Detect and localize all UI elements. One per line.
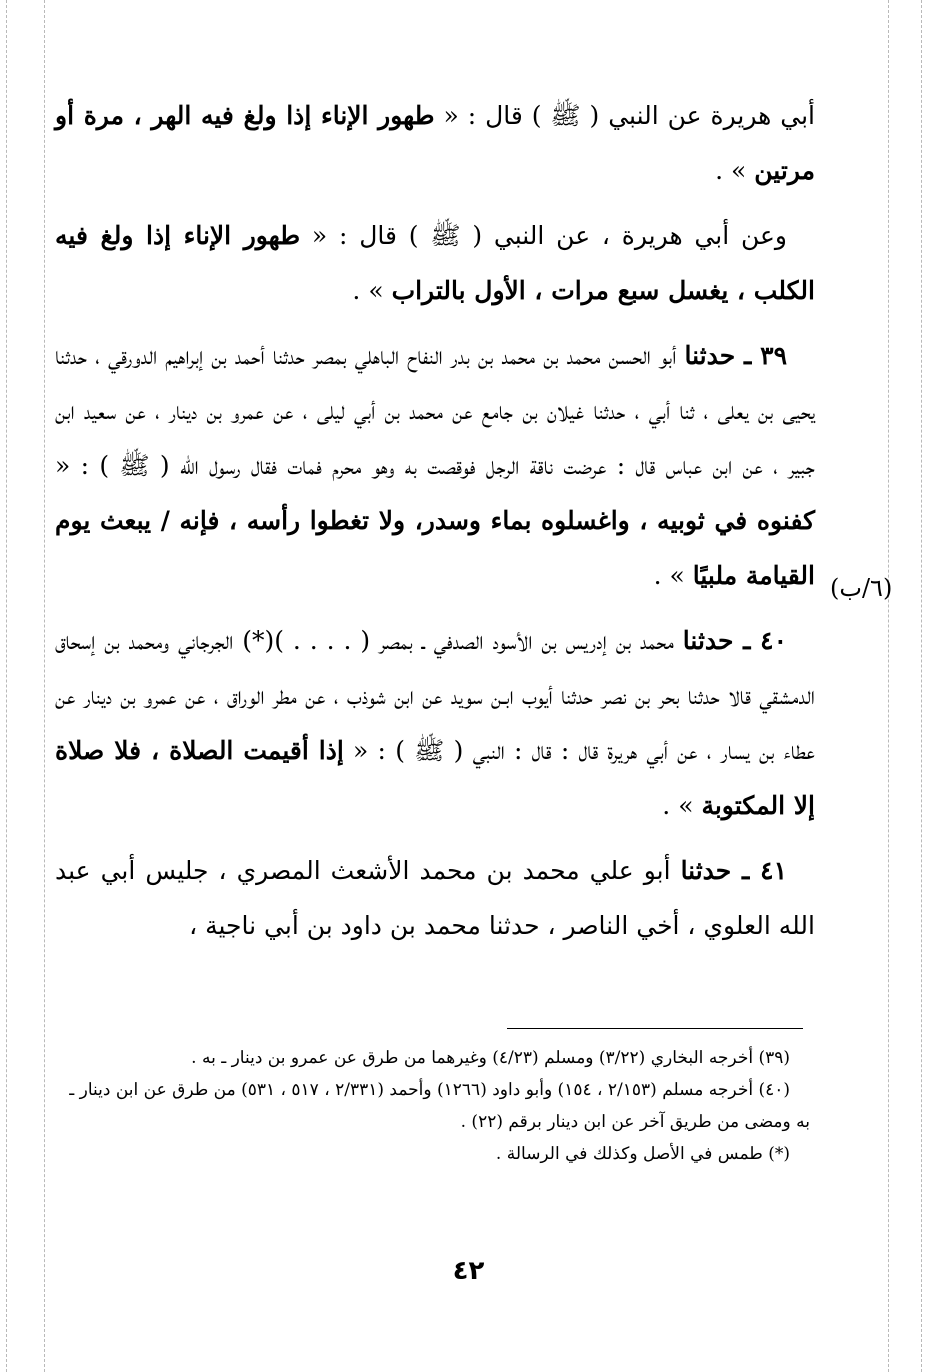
footnote-star: (*) طمس في الأصل وكذلك في الرسالة . — [495, 1144, 790, 1164]
text: وعن أبي هريرة ، عن النبي ( ﷺ ) قال : « — [300, 221, 787, 250]
hadith-text: كفنوه في ثوبيه ، واغسلوه بماء وسدر، ولا تغطوا رأسه ، فإنه / يبعث يوم القيامة ملبيًا — [55, 506, 815, 590]
text: » . — [715, 156, 755, 185]
footnote-divider — [507, 1028, 803, 1029]
hadith-40 — [55, 613, 815, 833]
keyword: حدثنا — [684, 341, 736, 370]
manuscript-folio-marker: (٦/ب) — [830, 574, 893, 602]
hadith-text: طهور الإناء إذا ولغ فيه الهر ، مرة أو مرتين — [55, 101, 815, 185]
paragraph-hadith-dog — [55, 208, 815, 318]
margin-guide-right-inner — [888, 0, 889, 1372]
margin-guide-left-inner — [44, 0, 45, 1372]
chain-text: محمد بن إدريس بن الأسود الصدفي ـ بمصر ( . . . . )(*) الجرجاني ومحمد بن إسحاق الدمشقي قالا حدثنا بحر بن نصر حدثنا أيوب ابـن سويد عن ابن شوذب ، عن مطر الوراق ، عن عمرو بن دينار عن عطاء بن يسار ، عن أبي هريرة قال : قال : النبي ( ﷺ ) : « — [55, 626, 815, 765]
text: » . — [653, 561, 693, 590]
footnote-39: (٣٩) أخرجه البخاري (٣/٢٢) ومسلم (٤/٢٣) وغيرهما من طرق عن عمرو بن دينار ـ به . — [191, 1048, 790, 1068]
separator: ـ — [733, 626, 761, 655]
keyword: حدثنا — [682, 626, 734, 655]
paragraph-hadith-cat — [55, 88, 815, 198]
keyword: حدثنا — [680, 856, 732, 885]
footnotes — [62, 1042, 810, 1170]
text: » . — [662, 791, 702, 820]
page-number: ٤٢ — [452, 1256, 485, 1286]
chain-text: أبو علي محمد بن محمد الأشعث المصري ، جليس أبي عبد الله العلوي ، أخي الناصر ، حدثنا محمد بن داود بن أبي ناجية ، — [55, 856, 815, 940]
hadith-text: طهور الإناء إذا ولغ فيه الكلب ، يغسل سبع مرات ، الأول بالتراب — [55, 221, 815, 305]
hadith-number: ٣٩ — [760, 341, 787, 370]
separator: ـ — [731, 856, 761, 885]
page-body — [55, 88, 815, 963]
chain-text: أبو الحسن محمد بن محمد بن بدر النفاح الباهلي بمصر حدثنا أحمد بن إبراهيم الدورقي ، حدثنا يحيى بن يعلى ، ثنا أبي ، حدثنا غيلان بن جامع عن محمد بن أبي ليلى ، عن عمرو بن دينار ، عن سعيد ابن جبير ، عن ابن عباس قال : عرضت ناقة الرجل فوقصت به وهو محرم فمات فقال رسول الله ( ﷺ ) : « — [55, 341, 815, 480]
hadith-text: إذا أقيمت الصلاة ، فلا صلاة إلا المكتوبة — [55, 736, 815, 820]
text: أبي هريرة عن النبي ( ﷺ ) قال : « — [434, 101, 815, 130]
hadith-41 — [55, 843, 815, 953]
hadith-number: ٤١ — [760, 856, 787, 885]
separator: ـ — [735, 341, 761, 370]
hadith-39 — [55, 328, 815, 603]
hadith-number: ٤٠ — [760, 626, 788, 655]
margin-guide-left — [6, 0, 7, 1372]
margin-guide-right — [921, 0, 922, 1372]
footnote-40: (٤٠) أخرجه مسلم (٢/١٥٣ ، ١٥٤) وأبو داود (١٢٦٦) وأحمد (٢/٣٣١ ، ٥١٧ ، ٥٣١) من طرق عن ابن دينار ـ به ومضى من طريق آخر عن ابن دينار برقم (٢٢) . — [69, 1080, 810, 1132]
text: » . — [352, 276, 392, 305]
